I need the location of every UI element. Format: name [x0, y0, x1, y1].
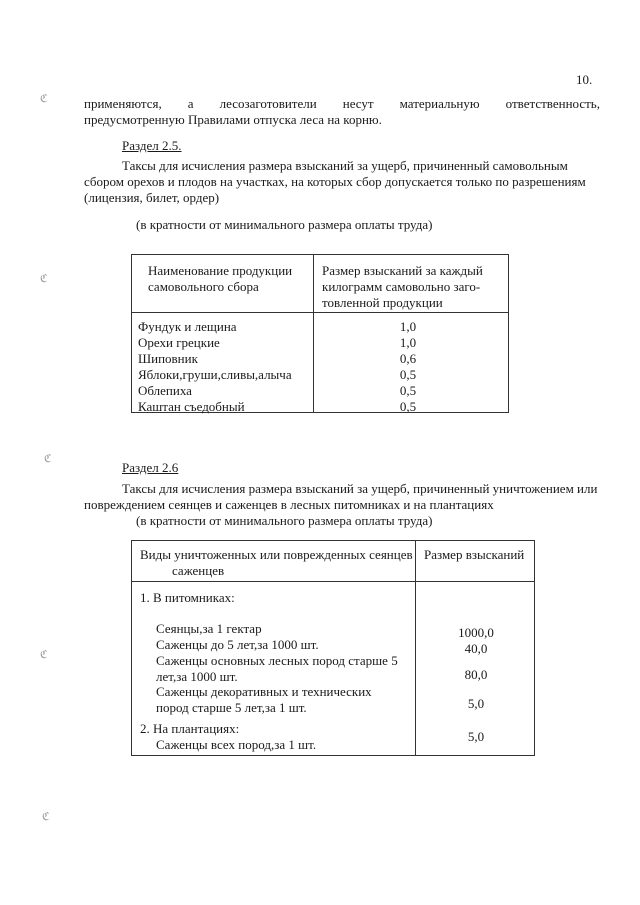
row-name: Шиповник — [138, 351, 198, 366]
list-item: Саженцы основных лесных пород старше 5 лет,за 1000 шт. — [156, 653, 398, 684]
item-value: 5,0 — [467, 696, 485, 711]
table-row — [138, 367, 502, 383]
intro-word: лесозаготовители — [219, 96, 317, 111]
item-value: 40,0 — [464, 641, 488, 656]
scan-mark: ℭ — [40, 92, 48, 105]
table-row — [138, 351, 502, 367]
table-2-5-body — [138, 319, 502, 415]
section-2-6-note: (в кратности от минимального размера оплаты труда) — [136, 513, 433, 528]
table-header-divider — [132, 581, 534, 582]
section-2-6-desc-line: Таксы для исчисления размера взысканий за ущерб, причиненный уничтожением или — [122, 481, 598, 496]
list-item: Саженцы всех пород,за 1 шт. — [156, 737, 317, 752]
table-row — [138, 319, 502, 335]
table-row — [138, 399, 502, 415]
item-value: 80,0 — [464, 667, 488, 682]
item-value: 5,0 — [467, 729, 485, 744]
section-2-5-desc-line: Таксы для исчисления размера взысканий за ущерб, причиненный самовольным — [122, 158, 568, 173]
section-2-5-desc-line: сбором орехов и плодов на участках, на которых сбор допускается только по разрешениям — [84, 174, 586, 189]
section-2-6-title: Раздел 2.6 — [122, 460, 179, 475]
intro-line-2: предусмотренную Правилами отпуска леса на корню. — [84, 112, 382, 127]
table-row — [138, 383, 502, 399]
intro-word: ответственность, — [505, 96, 600, 111]
scan-mark: ℭ — [44, 452, 52, 465]
row-name: Фундук и лещина — [138, 319, 237, 334]
row-value: 0,5 — [399, 383, 417, 398]
row-value: 0,5 — [399, 399, 417, 414]
row-value: 1,0 — [399, 319, 417, 334]
intro-word: несут — [342, 96, 374, 111]
section-2-5-desc-line: (лицензия, билет, ордер) — [84, 190, 220, 205]
table-2-5-header-col1: Наименование продукции самовольного сбора — [148, 263, 293, 294]
table-header-divider — [132, 312, 508, 313]
row-value: 0,5 — [399, 367, 417, 382]
group-title-plantations: 2. На плантациях: — [140, 721, 240, 736]
item-value: 1000,0 — [458, 625, 494, 640]
row-value: 1,0 — [399, 335, 417, 350]
table-2-6-header-col1: Виды уничтоженных или поврежденных сеянцев саженцев — [140, 547, 413, 578]
table-2-5 — [131, 254, 509, 413]
row-value: 0,6 — [399, 351, 417, 366]
section-2-6-desc-line: повреждением сеянцев и саженцев в лесных питомниках и на плантациях — [84, 497, 494, 512]
page-number: 10. — [576, 72, 593, 87]
scan-mark: ℭ — [40, 272, 48, 285]
intro-word: а — [187, 96, 194, 111]
table-row — [138, 335, 502, 351]
list-item: Саженцы декоративных и технических пород старше 5 лет,за 1 шт. — [156, 684, 372, 715]
table-2-6-header-col2: Размер взысканий — [424, 547, 525, 562]
section-2-5-title: Раздел 2.5. — [122, 138, 182, 153]
list-item: Сеянцы,за 1 гектар — [156, 621, 262, 636]
section-2-5-note: (в кратности от минимального размера оплаты труда) — [136, 217, 433, 232]
intro-word: применяются, — [84, 96, 162, 111]
table-2-6 — [131, 540, 535, 756]
scan-mark: ℭ — [42, 810, 50, 823]
intro-line-1 — [84, 96, 600, 112]
row-name: Облепиха — [138, 383, 192, 398]
row-name: Яблоки,груши,сливы,алыча — [138, 367, 292, 382]
intro-word: материальную — [399, 96, 480, 111]
table-2-5-header-col2: Размер взысканий за каждый килограмм самовольно заго- товленной продукции — [322, 263, 483, 310]
scan-mark: ℭ — [40, 648, 48, 661]
row-name: Каштан съедобный — [138, 399, 245, 414]
row-name: Орехи грецкие — [138, 335, 220, 350]
list-item: Саженцы до 5 лет,за 1000 шт. — [156, 637, 319, 652]
group-title-nurseries: 1. В питомниках: — [140, 590, 235, 605]
